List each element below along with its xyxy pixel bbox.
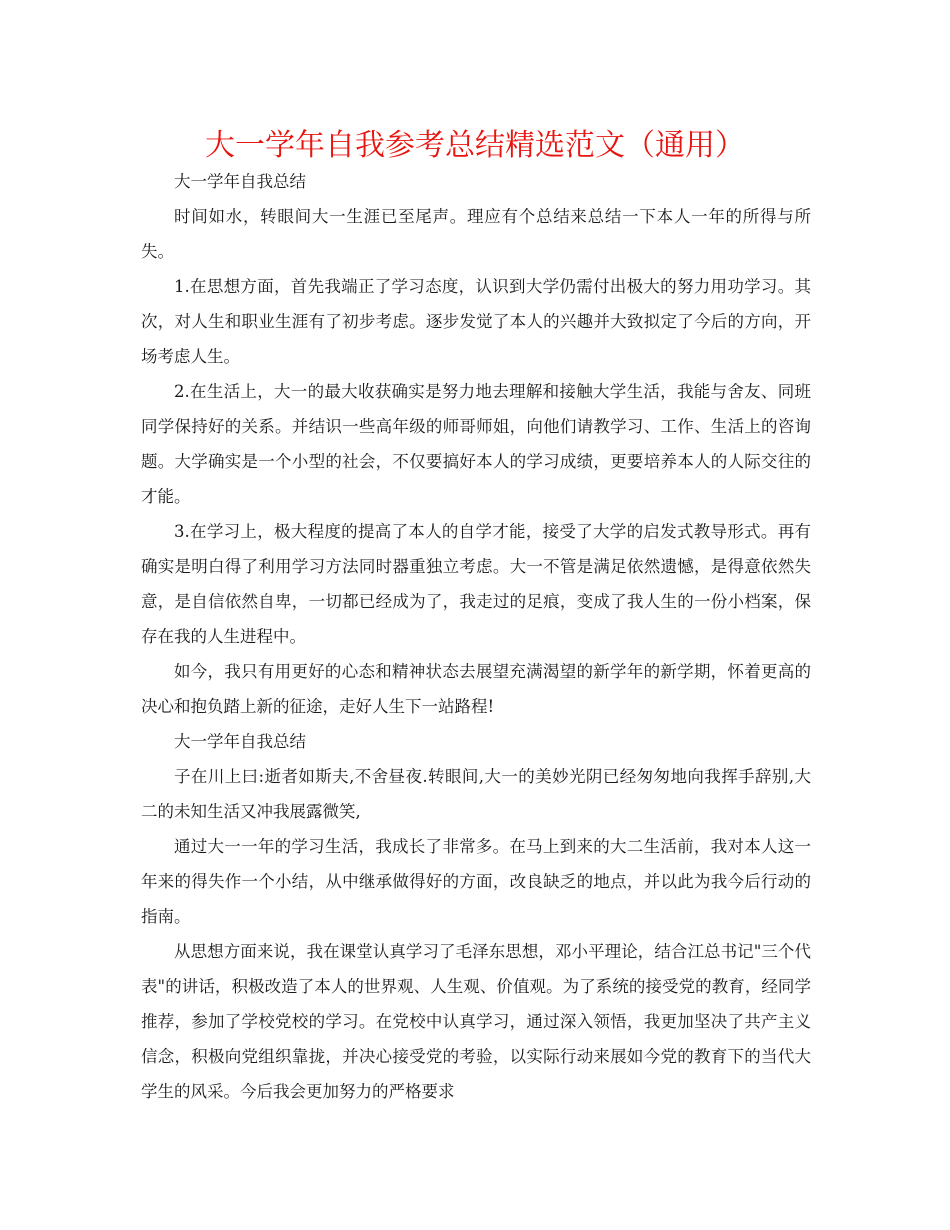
document-body xyxy=(141,164,811,1109)
paragraph: 如今，我只有用更好的心态和精神状态去展望充满渴望的新学年的新学期，怀着更高的决心和抱负踏上新的征途，走好人生下一站路程! xyxy=(141,662,811,716)
paragraph: 子在川上曰:逝者如斯夫,不舍昼夜.转眼间,大一的美妙光阴已经匆匆地向我挥手辞别,大二的未知生活又冲我展露微笑, xyxy=(141,767,811,821)
section-heading: 大一学年自我总结 xyxy=(174,732,306,751)
paragraph: 3.在学习上，极大程度的提高了本人的自学才能，接受了大学的启发式教导形式。再有确实是明白得了利用学习方法同时器重独立考虑。大一不管是满足依然遗憾，是得意依然失意，是自信依然自卑，一切都已经成为了，我走过的足痕，变成了我人生的一份小档案，保存在我的人生进程中。 xyxy=(141,522,811,646)
paragraph: 从思想方面来说，我在课堂认真学习了毛泽东思想，邓小平理论，结合江总书记"三个代表"的讲话，积极改造了本人的世界观、人生观、价值观。为了系统的接受党的教育，经同学推荐，参加了学校党校的学习。在党校中认真学习，通过深入领悟，我更加坚决了共产主义信念，积极向党组织靠拢，并决心接受党的考验，以实际行动来展如今党的教育下的当代大学生的风采。今后我会更加努力的严格要求 xyxy=(141,942,811,1101)
paragraph: 时间如水，转眼间大一生涯已至尾声。理应有个总结来总结一下本人一年的所得与所失。 xyxy=(141,207,811,261)
paragraph: 1.在思想方面，首先我端正了学习态度，认识到大学仍需付出极大的努力用功学习。其次，对人生和职业生涯有了初步考虑。逐步发觉了本人的兴趣并大致拟定了今后的方向，开场考虑人生。 xyxy=(141,277,811,366)
section-heading: 大一学年自我总结 xyxy=(174,172,306,191)
document-title: 大一学年自我参考总结精选范文（通用） xyxy=(205,128,745,163)
paragraph: 通过大一一年的学习生活，我成长了非常多。在马上到来的大二生活前，我对本人这一年来的得失作一个小结，从中继承做得好的方面，改良缺乏的地点，并以此为我今后行动的指南。 xyxy=(141,837,811,926)
paragraph: 2.在生活上，大一的最大收获确实是努力地去理解和接触大学生活，我能与舍友、同班同学保持好的关系。并结识一些高年级的师哥师姐，向他们请教学习、工作、生活上的咨询题。大学确实是一个小型的社会，不仅要搞好本人的学习成绩，更要培养本人的人际交往的才能。 xyxy=(141,382,811,506)
